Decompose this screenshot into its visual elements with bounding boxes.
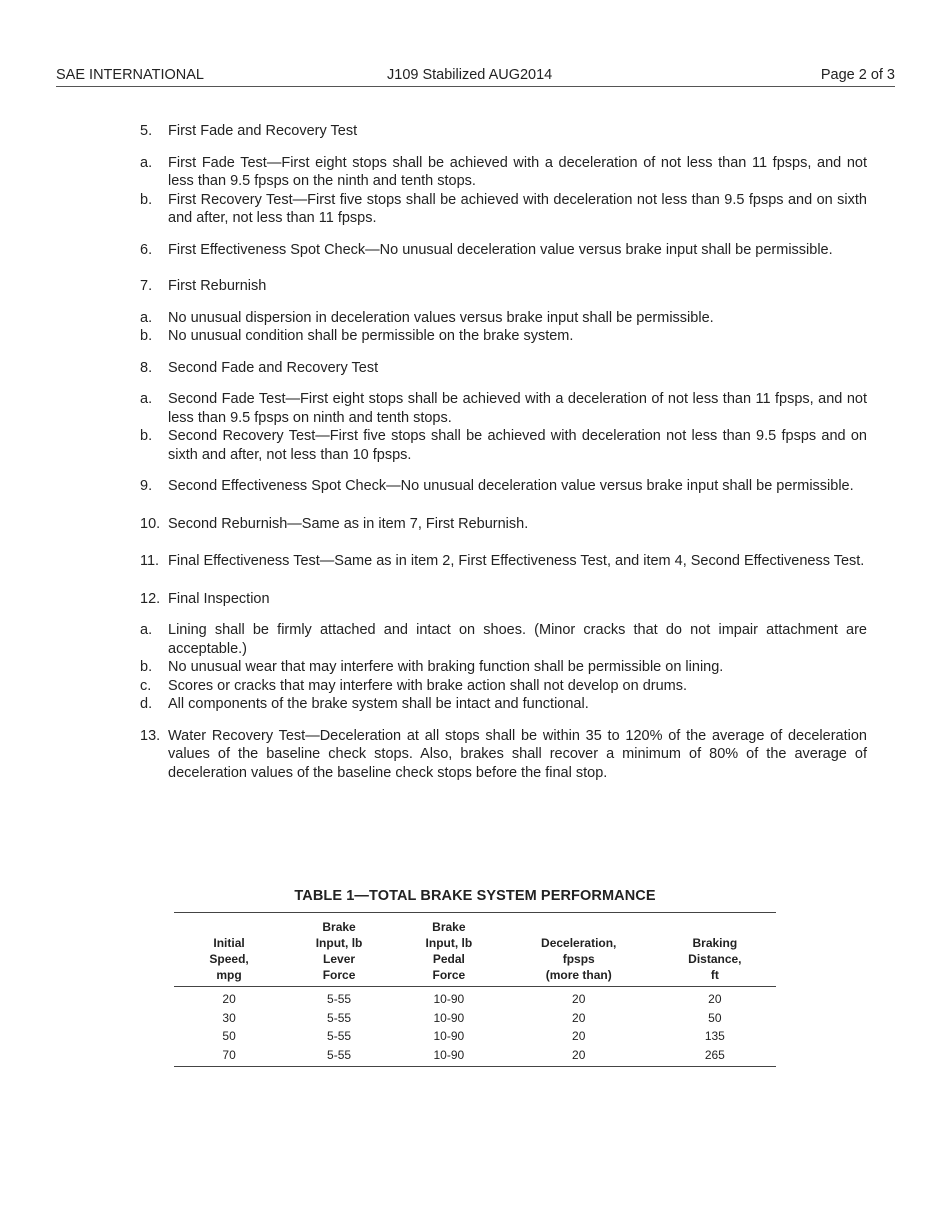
- sub-item-text: No unusual condition shall be permissible on the brake system.: [168, 328, 574, 344]
- sub-item-letter: a.: [140, 154, 153, 171]
- list-item-12: [140, 590, 867, 609]
- header-line: Input, lb: [315, 936, 363, 950]
- sub-item-text: Scores or cracks that may interfere with brake action shall not develop on drums.: [168, 677, 688, 694]
- header-line: Brake: [432, 920, 466, 934]
- sub-item-text: No unusual dispersion in deceleration values versus brake input shall be permissible.: [168, 309, 714, 326]
- list-item-10: [140, 515, 867, 534]
- header-organization: SAE INTERNATIONAL: [56, 67, 204, 83]
- table-cell: 5-55: [327, 1048, 352, 1063]
- sub-item-text: First Fade Test—First eight stops shall be achieved with a deceleration of not less than 11 fpsps, and not less than 9.5 fpsps on the ninth and tenth stops.: [168, 154, 867, 189]
- table-cell: 30: [222, 1010, 236, 1025]
- item-number: 8.: [140, 359, 153, 376]
- performance-table-block: [174, 888, 776, 1067]
- sublist-5: [140, 154, 867, 228]
- list-item-5: [140, 122, 867, 141]
- table-cell: 20: [222, 992, 236, 1006]
- header-line: Initial: [213, 936, 245, 950]
- sub-item-letter: b.: [140, 659, 153, 675]
- column-header-pedal-force: [394, 913, 504, 987]
- sub-item: [140, 154, 867, 191]
- column-header-initial-speed: [174, 913, 284, 987]
- list-item-9: [140, 477, 867, 496]
- sub-item-letter: a.: [140, 622, 153, 638]
- sub-item-letter: c.: [140, 677, 152, 694]
- sublist-7: [140, 309, 867, 346]
- column-header-braking-distance: [654, 913, 776, 987]
- table-cell: 50: [708, 1010, 722, 1025]
- sub-item-text: Second Fade Test—First eight stops shall be achieved with a deceleration of not less than 11 fpsps, and not less than 9.5 fpsps on ninth and tenth stops.: [168, 391, 867, 426]
- page-header: [56, 66, 895, 87]
- header-page-number: Page 2 of 3: [820, 67, 895, 83]
- sub-item: [140, 309, 867, 328]
- header-line: Distance,: [688, 952, 742, 966]
- header-line: Force: [432, 968, 466, 982]
- list-item-7: [140, 277, 867, 296]
- sub-item: [140, 427, 867, 464]
- item-number: 6.: [140, 241, 153, 258]
- item-text: Second Effectiveness Spot Check—No unusual deceleration value versus brake input shall be permissible.: [168, 478, 854, 494]
- sub-item-letter: d.: [140, 696, 153, 712]
- table-cell: 10-90: [433, 1048, 465, 1063]
- sub-item-text: Second Recovery Test—First five stops shall be achieved with deceleration not less than 9.5 fpsps and on sixth and after, not less than 10 fpsps.: [168, 428, 867, 463]
- sub-item-text: First Recovery Test—First five stops shall be achieved with deceleration not less than 9.5 fpsps and on sixth and after, not less than 11 fpsps.: [168, 191, 867, 226]
- sub-item: [140, 658, 867, 677]
- table-cell: 50: [222, 1029, 236, 1044]
- table-cell: 20: [572, 1048, 586, 1063]
- table-cell: 20: [572, 1029, 586, 1044]
- list-item-11: [140, 552, 867, 571]
- table-cell: 5-55: [327, 992, 352, 1006]
- table-cell: 20: [572, 1010, 586, 1025]
- item-number: 9.: [140, 478, 153, 494]
- item-text: Final Inspection: [168, 590, 270, 607]
- item-number: 13.: [140, 727, 161, 744]
- sub-item: [140, 621, 867, 658]
- header-line: mpg: [216, 968, 242, 982]
- table-row: [174, 1027, 776, 1046]
- item-number: 7.: [140, 278, 153, 294]
- header-document-id: J109 Stabilized AUG2014: [387, 67, 553, 83]
- column-header-lever-force: [284, 913, 394, 987]
- item-text: First Reburnish: [168, 278, 267, 294]
- sub-item-text: All components of the brake system shall be intact and functional.: [168, 696, 589, 712]
- sub-item-text: Lining shall be firmly attached and intact on shoes. (Minor cracks that do not impair attachment are acceptable.): [168, 622, 867, 657]
- table-row: [174, 987, 776, 1009]
- item-text: First Fade and Recovery Test: [168, 123, 358, 139]
- table-cell: 5-55: [327, 1010, 352, 1025]
- header-line: Input, lb: [425, 936, 473, 950]
- header-line: Braking: [692, 936, 738, 950]
- sublist-12: [140, 621, 867, 714]
- list-item-8: [140, 359, 867, 378]
- item-text: Second Fade and Recovery Test: [168, 359, 379, 376]
- sub-item-letter: b.: [140, 328, 153, 344]
- sub-item: [140, 327, 867, 346]
- header-line: fpsps: [562, 952, 595, 966]
- sub-item-letter: a.: [140, 391, 153, 407]
- sub-item-letter: a.: [140, 309, 153, 326]
- list-item-13: [140, 727, 867, 783]
- table-row: [174, 1009, 776, 1028]
- list-item-6: [140, 241, 867, 260]
- item-number: 11.: [140, 553, 160, 569]
- sub-item: [140, 677, 867, 696]
- table-cell: 10-90: [433, 1010, 465, 1025]
- header-line: Lever: [323, 952, 356, 966]
- table-cell: 5-55: [327, 1029, 352, 1044]
- header-line: Pedal: [432, 952, 465, 966]
- column-header-deceleration: [504, 913, 654, 987]
- table-cell: 20: [572, 992, 586, 1006]
- header-line: (more than): [545, 968, 612, 982]
- item-number: 5.: [140, 123, 153, 139]
- table-cell: 10-90: [433, 1029, 465, 1044]
- sub-item: [140, 695, 867, 714]
- item-text: Second Reburnish—Same as in item 7, First Reburnish.: [168, 515, 529, 532]
- sub-item: [140, 191, 867, 228]
- header-line: Brake: [322, 920, 356, 934]
- item-number: 12.: [140, 590, 161, 607]
- table-cell: 20: [708, 992, 722, 1006]
- table-cell: 135: [704, 1029, 725, 1044]
- table-title: TABLE 1—TOTAL BRAKE SYSTEM PERFORMANCE: [294, 888, 656, 904]
- document-body: [140, 122, 867, 782]
- header-line: Force: [322, 968, 356, 982]
- item-number: 10.: [140, 515, 161, 532]
- item-text: Final Effectiveness Test—Same as in item 2, First Effectiveness Test, and item 4, Second Effectiveness Test.: [168, 553, 865, 569]
- table-row: [174, 1046, 776, 1066]
- sub-item-letter: b.: [140, 428, 153, 444]
- header-line: Speed,: [209, 952, 249, 966]
- item-text: Water Recovery Test—Deceleration at all stops shall be within 35 to 120% of the average of deceleration values of the baseline check stops. Also, brakes shall recover a minimum of 80% of the average of deceleration values of the baseline check stops before the final stop.: [168, 727, 867, 781]
- sub-item: [140, 390, 867, 427]
- sublist-8: [140, 390, 867, 464]
- header-line: Deceleration,: [541, 936, 617, 950]
- item-text: First Effectiveness Spot Check—No unusual deceleration value versus brake input shall be permissible.: [168, 241, 833, 258]
- performance-table: [174, 912, 776, 1067]
- table-cell: 265: [704, 1048, 725, 1063]
- sub-item-text: No unusual wear that may interfere with braking function shall be permissible on lining.: [168, 659, 724, 675]
- table-header-row: [174, 913, 776, 987]
- sub-item-letter: b.: [140, 191, 153, 208]
- header-line: ft: [710, 968, 719, 982]
- table-cell: 10-90: [433, 992, 465, 1006]
- table-cell: 70: [222, 1048, 236, 1063]
